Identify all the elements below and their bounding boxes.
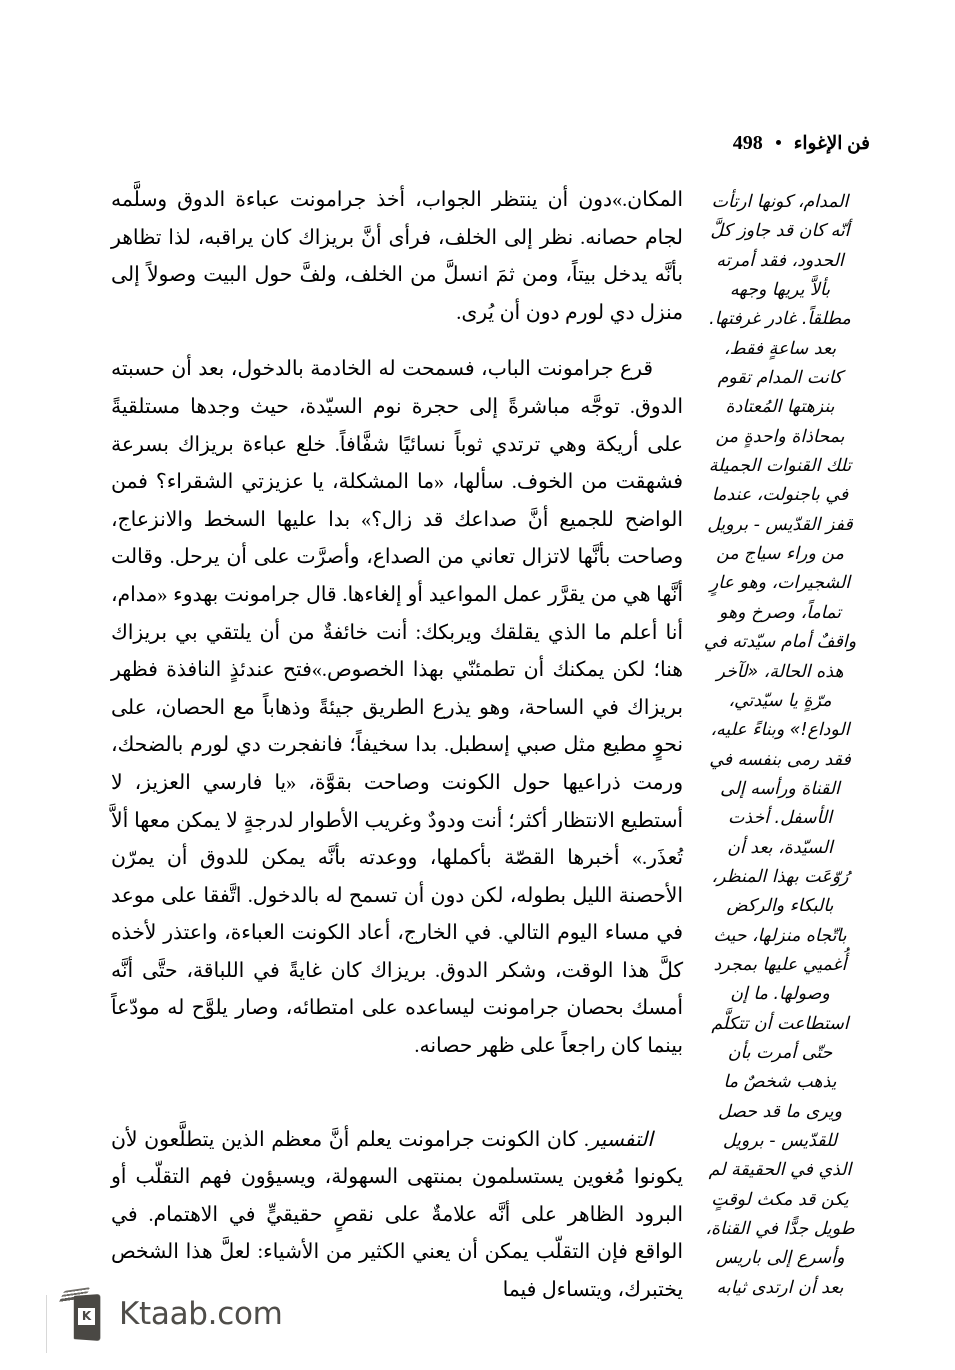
- margin-note-line: مرّةٍ يا سيّدتي،: [728, 690, 832, 711]
- margin-note-line: المدام، كونها ارتأت: [711, 192, 849, 212]
- page-number: 498: [732, 132, 763, 154]
- margin-note-line: استطاعت أن تتكلَّم: [711, 1013, 849, 1034]
- interpretation-heading: التفسير.: [584, 1128, 653, 1151]
- paragraph-spacer: [111, 332, 683, 351]
- watermark-brand-text: Ktaab.com: [119, 1295, 283, 1332]
- margin-note-line: يذهب شخصٌ ما: [723, 1072, 837, 1093]
- page-edge-line: [46, 1295, 47, 1353]
- ktaab-watermark[interactable]: [62, 1288, 283, 1340]
- main-text-column: [111, 182, 683, 1310]
- page-title: فن الإغواء: [793, 134, 870, 154]
- margin-note-line: القناة ورأسه إلى: [720, 778, 840, 799]
- header-separator-dot: [776, 140, 781, 145]
- margin-note-line: الحدود، فقد أمرته: [716, 250, 844, 271]
- margin-note-line: بألاَّ يريها وجهه: [729, 280, 831, 301]
- margin-note-line: في باجنولت، عندما: [711, 485, 849, 506]
- paragraph-continued: المكان.»دون أن ينتظر الجواب، أخذ جرامونت عباءة الدوق وسلَّمه لجام حصانه. نظر إلى الخلف، فرأى أنَّ بريزاك كان يراقبه، لذا تظاهر بأنَّه يدخل بيتاً، ومن ثمَ انسلَّ من الخلف، ولفَّ حول البيت وصولاً إلى منزل دي لورم دون أن يُرى.: [111, 189, 683, 324]
- margin-note-line: بعد أن ارتدى ثيابه: [716, 1277, 844, 1298]
- margin-note-line: الأسفل. أخذت: [727, 808, 833, 829]
- margin-note-line: طويل جدًّا في القناة،: [705, 1219, 855, 1240]
- margin-note-line: من وراء سياج من: [716, 544, 844, 565]
- margin-note-line: فقد رمى بنفسه في: [709, 749, 851, 770]
- margin-note-line: الذي في الحقيقة لم: [708, 1160, 852, 1181]
- margin-note-line: كانت المدام تقوم: [717, 368, 843, 389]
- margin-note-line: وصولها. ما إن: [730, 984, 830, 1005]
- paragraph-interpretation: [111, 1122, 683, 1310]
- margin-note-line: حتّى أمرت بأن: [727, 1042, 833, 1063]
- margin-note-line: أنّه كان قد جاوز كلَّ: [710, 221, 850, 242]
- margin-note-line: يكن قد مكث لوقتٍ: [711, 1189, 849, 1210]
- margin-note-line: تماماً، وصرخ وهو: [718, 602, 841, 623]
- margin-note-line: الوداع!» وبناءً عليه،: [710, 720, 850, 741]
- margin-note-line: واقفٌ أمام سيّدته في: [703, 632, 857, 653]
- paragraph-knock: قرع جرامونت الباب، فسمحت له الخادمة بالدخول، بعد أن حسبته الدوق. توجَّه مباشرةً إلى حجرة نوم السيّدة، حيث وجدها مستلقيةً على أريكة وهي ترتدي ثوباً نسائيًا شفَّافاً. خلع عباءة بريزاك بسرعة فشهقت من الخوف. سألها، «ما المشكلة، يا عزيزتي الشقراء؟ فمن الواضح للجميع أنَّ صداعك قد زال؟» بدا عليها السخط والانزعاج، وصاحت بأنَّها لاتزال تعاني من الصداع، وأصرَّت على أن يرحل. وقالت أنَّها هي من يقرَّر عمل المواعيد أو إلغاءها. قال جرامونت بهدوء «مدام، أنا أعلم ما الذي يقلقك ويربكك: أنت خائفةٌ من أن يلتقي بي بريزاك هنا؛ لكن يمكنك أن تطمئنّي بهذا الخصوص.»فتح عندئذٍ النافذة فظهر بريزاك في الساحة، وهو يذرع الطريق جيئةً وذهاباً مع الحصان، على نحوٍ مطيع مثل صبي إسطبل. بدا سخيفاً؛ فانفجرت دي لورم بالضحك، ورمت ذراعيها حول الكونت وصاحت بقوَّة، «يا فارسي العزيز، لا أستطيع الانتظار أكثر؛ أنت ودودٌ وغريب الأطوار لدرجةٍ لا يمكن معها ألاَّ تُعذَر.» أخبرها القصّة بأكملها، ووعدته بأنَّه يمكن للدوق أن يمرّن الأحصنة الليل بطوله، لكن دون أن تسمح له بالدخول. اتَّفقا على موعد في مساء اليوم التالي. في الخارج، أعاد الكونت العباءة، واعتذر لأخذه كلَّ هذا الوقت، وشكر الدوق. بريزاك كان غايةً في اللباقة، حتَّى أنَّه أمسك بحصان جرامونت ليساعده على امتطائه، وصار يلوَّح له مودّعاً بينما كان راجعاً على ظهر حصانه.: [111, 358, 683, 1058]
- margin-note-column: [688, 188, 872, 1303]
- logo-letter: K: [78, 1308, 95, 1325]
- margin-note-line: وأسرع إلى باريس: [715, 1248, 845, 1269]
- margin-note-line: ويرى ما قد حصل: [717, 1101, 843, 1122]
- margin-note-line: للقدّيس - برويل: [722, 1131, 838, 1151]
- running-header: [733, 133, 870, 154]
- margin-note-line: قفز القدّيس - برويل: [707, 514, 853, 535]
- margin-note-line: أُغميي عليها بمجرد: [713, 954, 847, 975]
- margin-note-line: بالبكاء والركض: [726, 896, 834, 917]
- margin-note-line: بعد ساعةٍ فقط،: [723, 338, 837, 359]
- margin-note-line: مطلقاً. غادر غرفتها.: [709, 309, 851, 330]
- book-logo-icon: [62, 1288, 108, 1340]
- margin-note-line: هذه الحالة، «لآخر: [716, 661, 844, 682]
- margin-note-line: الشجيرات، وهو عارٍ: [709, 573, 851, 594]
- margin-note-line: باتّجاه منزلها، حيث: [713, 925, 847, 946]
- margin-note-line: رُوّعَت بهذا المنظر،: [711, 866, 849, 887]
- margin-note-line: بمحاذاة واحدةٍ من: [715, 426, 845, 447]
- interpretation-body: كان الكونت جرامونت يعلم أنَّ معظم الذين يتطلَّعون لأن يكونوا مُغوين يستسلمون بمنتهى السهولة، ويسيؤون فهم التقلّب أو البرود الظاهر على أنَّه علامةٌ على نقصٍ حقيقيٍّ في الاهتمام. في الواقع فإن التقلّب يمكن أن يعني الكثير من الأشياء: لعلَّ هذا الشخص يختبرك، ويتساءل فيما: [111, 1128, 683, 1302]
- margin-note-line: تلك القنوات الجميلة: [708, 456, 852, 477]
- margin-note-line: بنزهتها المُعتادة: [725, 397, 835, 418]
- paragraph-spacer: [111, 1066, 683, 1122]
- margin-note-line: السيّدة، بعد أن: [727, 837, 833, 858]
